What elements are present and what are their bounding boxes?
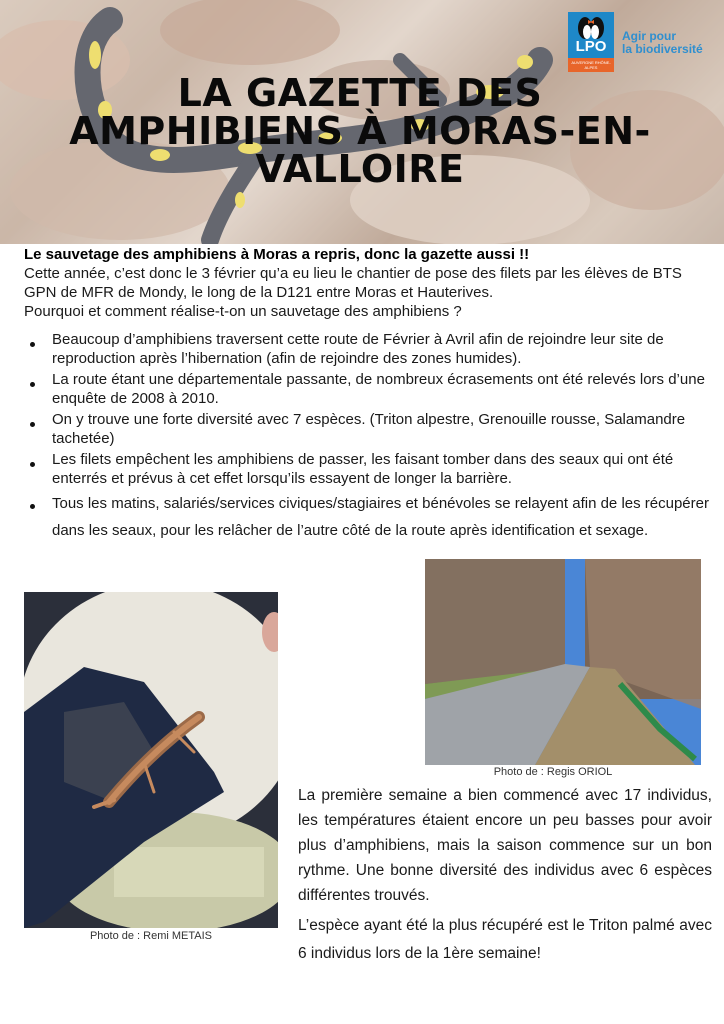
intro-paragraph: Cette année, c’est donc le 3 février qu’a eu lieu le chantier de pose des filets par les élèves de BTS GPN de MFR de Mondy, le long de la D121 entre Moras et Hauterives. [24, 265, 682, 301]
newt-photo-caption: Photo de : Remi METAIS [89, 930, 213, 942]
bullet-item: Les filets empêchent les amphibiens de passer, les faisant tomber dans des seaux qui ont été enterrés et prévus à cet effet lorsqu’ils essayent de longer la barrière. [24, 450, 714, 488]
page-title: LA GAZETTE DES AMPHIBIENS À MORAS-EN-VALLOIRE [69, 71, 651, 191]
report-paragraph-2: L’espèce ayant été la plus récupéré est le Triton palmé avec 6 individus lors de la 1ère semaine! [298, 917, 712, 962]
logo-tagline-line2: la biodiversité [622, 42, 703, 56]
bullet-item: Beaucoup d’amphibiens traversent cette route de Février à Avril afin de rejoindre leur site de reproduction après l’hibernation (afin de rejoindre des zones humides). [24, 330, 714, 368]
road-photo-caption: Photo de : Regis ORIOL [493, 766, 613, 778]
logo-box [568, 12, 614, 58]
weekly-report [298, 783, 712, 968]
intro-section [24, 245, 714, 321]
road-photo [425, 559, 701, 765]
intro-question: Pourquoi et comment réalise-t-on un sauvetage des amphibiens ? [24, 303, 462, 320]
newt-photo [24, 592, 278, 928]
road-with-net-image [425, 559, 701, 765]
logo-tagline [622, 30, 703, 56]
logo-tagline-line1: Agir pour [622, 29, 676, 43]
hero-banner [0, 0, 724, 244]
bullet-item: Tous les matins, salariés/services civiques/stagiaires et bénévoles se relayent afin de les récupérer dans les seaux, pour les relâcher de l’autre côté de la route après identification et sexage. [24, 490, 714, 544]
logo-acronym: LPO [575, 38, 607, 55]
bullet-list [24, 330, 714, 546]
bullet-item: On y trouve une forte diversité avec 7 espèces. (Triton alpestre, Grenouille rousse, Salamandre tachetée) [24, 410, 714, 448]
newt-in-bucket-image [24, 592, 278, 928]
lpo-logo[interactable] [568, 12, 718, 74]
report-paragraph-1: La première semaine a bien commencé avec 17 individus, les températures étaient encore un peu basses pour avoir plus d’amphibiens, mais la saison commence sur un bon rythme. Une bonne diversité des individus avec 6 espèces différentes trouvés. [298, 787, 712, 904]
intro-lead: Le sauvetage des amphibiens à Moras a repris, donc la gazette aussi !! [24, 246, 530, 263]
logo-region: AUVERGNE RHÔNE-ALPES [568, 58, 614, 72]
bullet-item: La route étant une départementale passante, de nombreux écrasements ont été relevés lors d’une enquête de 2008 à 2010. [24, 370, 714, 408]
